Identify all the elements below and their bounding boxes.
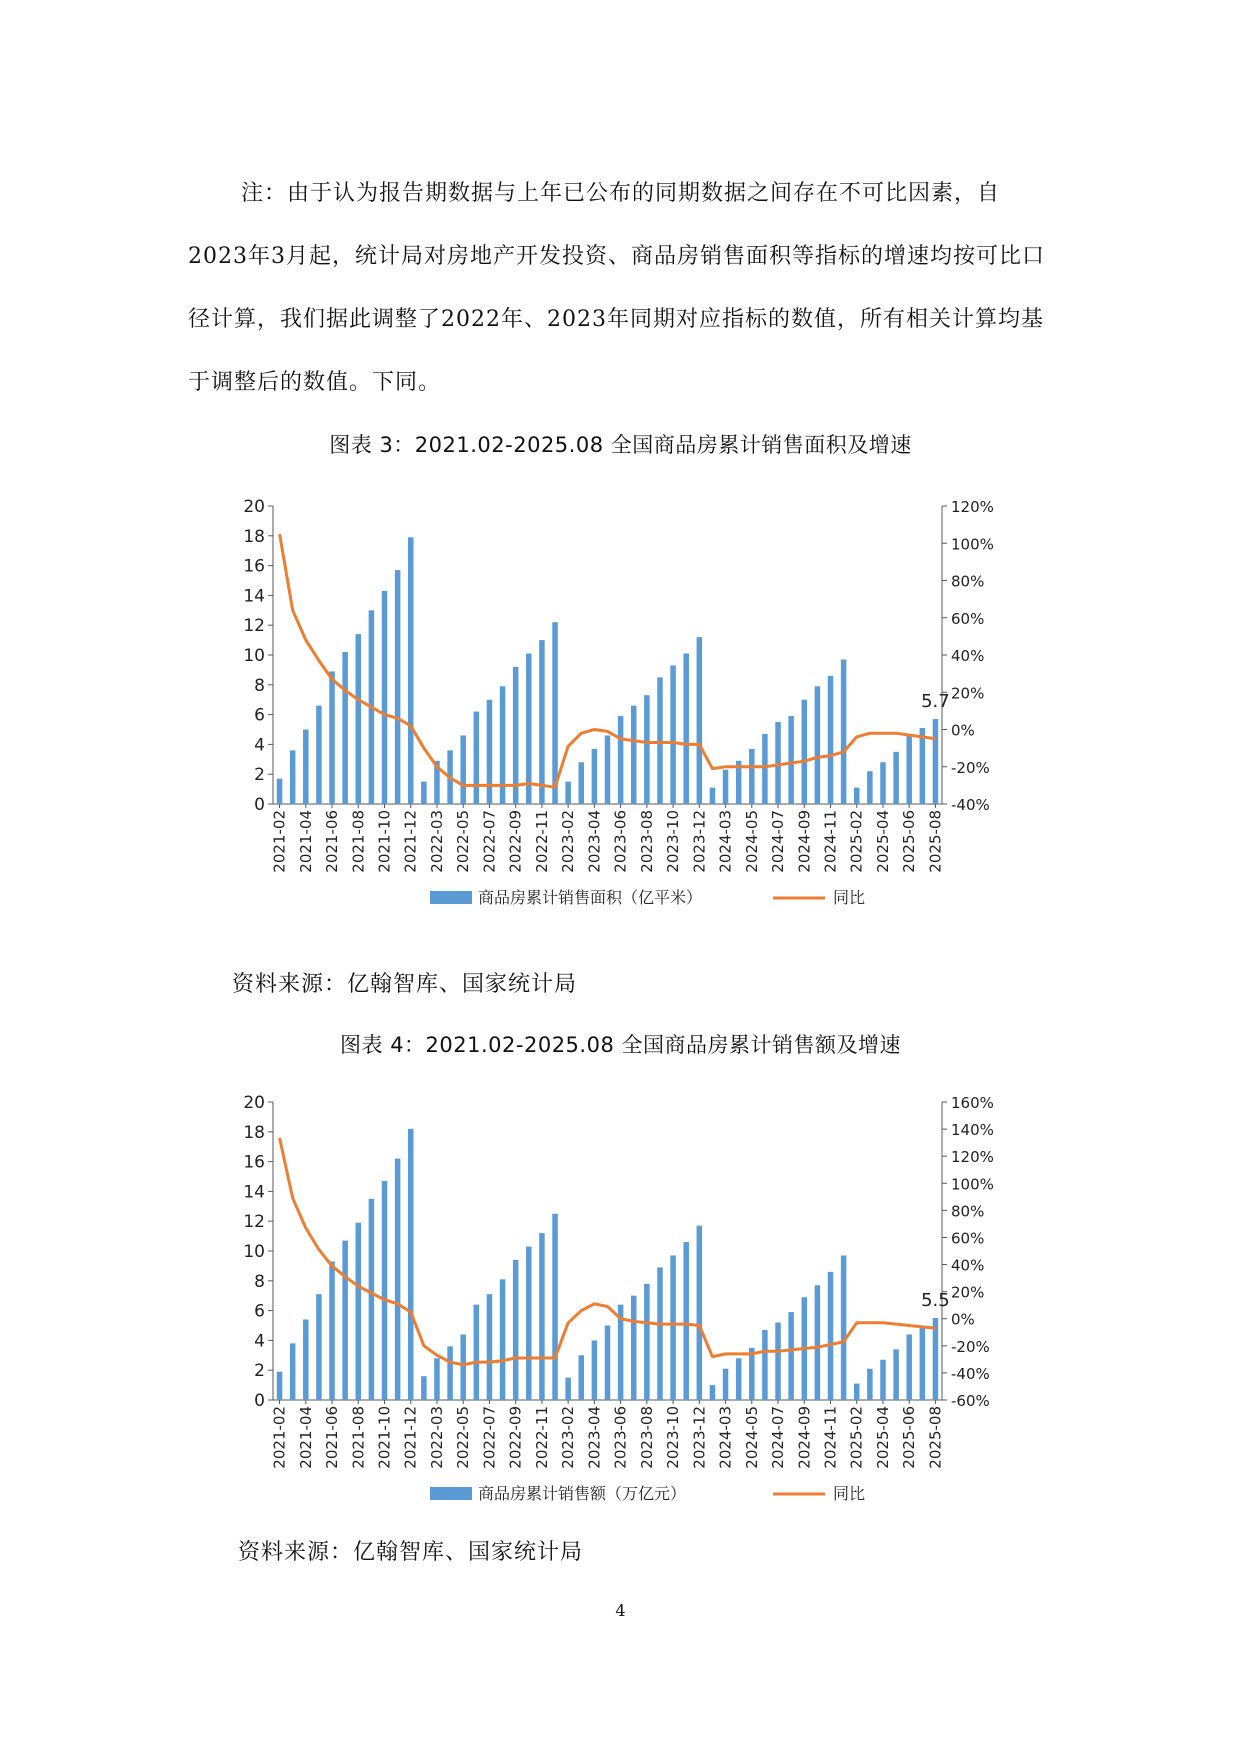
x-tick-label: 2023-02	[559, 810, 578, 873]
bar	[749, 749, 755, 804]
right-tick-label: 0%	[951, 1310, 975, 1329]
bar	[316, 706, 322, 804]
x-tick-label: 2021-02	[270, 1406, 289, 1469]
bar	[828, 676, 834, 804]
x-tick-label: 2022-05	[454, 810, 473, 873]
left-tick-label: 20	[243, 1093, 265, 1113]
bar	[447, 1346, 453, 1400]
legend-bar-label: 商品房累计销售面积（亿平米）	[478, 888, 703, 907]
x-tick-label: 2021-04	[296, 810, 315, 873]
bar	[356, 1223, 362, 1400]
right-tick-label: 140%	[951, 1121, 994, 1140]
x-tick-label: 2021-10	[375, 810, 394, 873]
x-tick-label: 2025-06	[900, 810, 919, 873]
bar	[815, 1285, 821, 1400]
right-tick-label: 0%	[951, 721, 975, 740]
figure-3-source: 资料来源：亿翰智库、国家统计局	[232, 972, 578, 997]
figure-3-title: 图表 3：2021.02-2025.08 全国商品房累计销售面积及增速	[329, 433, 912, 457]
x-tick-label: 2025-02	[847, 810, 866, 873]
bar	[290, 1343, 296, 1400]
x-tick-label: 2022-05	[454, 1406, 473, 1469]
x-tick-label: 2024-03	[716, 1406, 735, 1469]
bar	[579, 762, 585, 804]
bar	[880, 762, 886, 804]
bar	[802, 700, 808, 804]
right-tick-label: 40%	[951, 1256, 985, 1275]
left-tick-label: 2	[254, 765, 265, 786]
bar	[670, 1255, 676, 1400]
x-tick-label: 2023-04	[585, 810, 604, 873]
bar	[395, 570, 401, 804]
bar	[906, 735, 912, 804]
bar	[867, 1369, 873, 1400]
bar	[893, 752, 899, 804]
bar	[605, 1326, 611, 1401]
note-text: 注：由于认为报告期数据与上年已公布的同期数据之间存在不可比因素，自2023年3月起，统计局对房地产开发投资、商品房销售面积等指标的增速均按可比口径计算，我们据此调整了2022年、2023年同期对应指标的数值，所有相关计算均基于调整后的数值。下同。	[188, 181, 1045, 395]
bar	[933, 719, 939, 804]
left-tick-label: 20	[243, 497, 265, 517]
x-tick-label: 2024-03	[716, 810, 735, 873]
bar	[329, 671, 335, 804]
bar	[775, 722, 781, 804]
x-tick-label: 2021-10	[375, 1406, 394, 1469]
bar	[683, 654, 689, 804]
left-tick-label: 10	[243, 1242, 265, 1262]
bar	[460, 1334, 466, 1400]
x-tick-label: 2025-04	[873, 810, 892, 873]
right-tick-label: 120%	[951, 498, 994, 516]
right-tick-label: 80%	[951, 1202, 985, 1221]
bar	[815, 686, 821, 804]
x-tick-label: 2023-08	[637, 1406, 656, 1469]
x-tick-label: 2021-12	[401, 810, 420, 873]
bar	[631, 706, 637, 804]
bar	[775, 1323, 781, 1400]
bar	[526, 654, 532, 804]
bar	[526, 1247, 532, 1400]
bar	[552, 1214, 558, 1400]
right-tick-label: 20%	[951, 1283, 985, 1302]
x-tick-label: 2023-02	[559, 1406, 578, 1469]
right-tick-label: 100%	[951, 1175, 994, 1194]
right-tick-label: 80%	[951, 572, 985, 591]
bar	[920, 728, 926, 804]
bar	[500, 1279, 506, 1400]
bar	[474, 712, 480, 804]
figure-4-source: 资料来源：亿翰智库、国家统计局	[238, 1540, 584, 1565]
x-tick-label: 2023-10	[664, 810, 683, 873]
x-tick-label: 2023-08	[637, 810, 656, 873]
bar	[762, 1330, 768, 1400]
bar	[356, 634, 362, 804]
bar	[788, 1312, 794, 1400]
bar	[342, 652, 348, 804]
bar	[854, 788, 860, 804]
x-tick-label: 2024-05	[742, 1406, 761, 1469]
right-tick-label: -40%	[951, 1364, 990, 1383]
x-tick-label: 2024-07	[769, 810, 788, 873]
x-tick-label: 2021-08	[349, 810, 368, 873]
left-tick-label: 16	[243, 556, 265, 577]
bar	[670, 665, 676, 804]
bar	[788, 716, 794, 804]
left-tick-label: 14	[243, 1182, 265, 1203]
bar	[513, 667, 519, 804]
bar	[539, 640, 545, 804]
bar	[579, 1355, 585, 1400]
bar	[762, 734, 768, 804]
bar	[487, 700, 493, 804]
bar	[408, 537, 414, 804]
legend-bar-swatch	[430, 1487, 472, 1500]
bar	[920, 1327, 926, 1400]
x-tick-label: 2022-03	[427, 810, 446, 873]
bar	[906, 1334, 912, 1400]
bar	[592, 1340, 598, 1400]
right-tick-label: 120%	[951, 1148, 994, 1167]
x-tick-label: 2024-09	[795, 810, 814, 873]
right-tick-label: 60%	[951, 609, 985, 628]
bar	[683, 1242, 689, 1400]
data-label: 5.5	[921, 1290, 950, 1312]
left-tick-label: 10	[243, 646, 265, 666]
x-tick-label: 2022-09	[506, 810, 525, 873]
bar	[644, 1284, 650, 1400]
right-tick-label: 20%	[951, 684, 985, 703]
bar	[631, 1296, 637, 1400]
bar	[316, 1294, 322, 1400]
x-tick-label: 2022-11	[532, 810, 551, 873]
bar	[710, 1385, 716, 1400]
bar	[697, 1226, 703, 1400]
data-label: 5.7	[921, 691, 950, 713]
bar	[434, 1358, 440, 1400]
left-tick-label: 12	[243, 616, 265, 637]
bar	[395, 1159, 401, 1400]
left-tick-label: 8	[254, 675, 265, 696]
legend-bar-label: 商品房累计销售额（万亿元）	[478, 1484, 687, 1503]
bar	[710, 788, 716, 804]
bar	[592, 749, 598, 804]
legend-bar-swatch	[430, 891, 472, 904]
right-tick-label: 100%	[951, 535, 994, 554]
bar	[369, 1199, 375, 1400]
x-tick-label: 2023-12	[690, 810, 709, 873]
x-tick-label: 2021-04	[296, 1406, 315, 1469]
left-tick-label: 0	[254, 795, 265, 815]
bar	[421, 1376, 427, 1400]
x-tick-label: 2025-04	[873, 1406, 892, 1469]
x-tick-label: 2025-02	[847, 1406, 866, 1469]
x-tick-label: 2023-06	[611, 1406, 630, 1469]
bar	[723, 770, 729, 804]
x-tick-label: 2023-04	[585, 1406, 604, 1469]
left-tick-label: 6	[254, 1301, 265, 1322]
bar	[565, 782, 571, 804]
bar	[854, 1384, 860, 1400]
x-tick-label: 2023-12	[690, 1406, 709, 1469]
bar	[657, 1267, 663, 1400]
bar	[618, 716, 624, 804]
bar	[303, 730, 309, 805]
bar	[408, 1129, 414, 1400]
right-tick-label: 40%	[951, 647, 985, 665]
bar	[736, 1358, 742, 1400]
x-tick-label: 2025-08	[926, 1406, 945, 1469]
legend-line-label: 同比	[833, 1484, 866, 1503]
bar	[644, 695, 650, 804]
x-tick-label: 2022-07	[480, 1406, 499, 1469]
bar	[841, 659, 847, 804]
x-tick-label: 2021-06	[323, 810, 342, 873]
bar	[474, 1305, 480, 1400]
left-tick-label: 18	[243, 526, 265, 547]
note-paragraph	[188, 162, 1056, 414]
bar	[697, 637, 703, 804]
bar	[382, 1181, 388, 1400]
left-tick-label: 4	[254, 1331, 265, 1352]
bar	[303, 1320, 309, 1400]
x-tick-label: 2024-05	[742, 810, 761, 873]
bar	[933, 1318, 939, 1400]
right-tick-label: -40%	[951, 796, 990, 814]
bar	[828, 1272, 834, 1400]
right-tick-label: -60%	[951, 1392, 990, 1410]
x-tick-label: 2024-11	[821, 1406, 840, 1469]
left-tick-label: 16	[243, 1152, 265, 1173]
bar	[841, 1255, 847, 1400]
bar	[749, 1348, 755, 1400]
left-tick-label: 8	[254, 1271, 265, 1292]
x-tick-label: 2023-10	[664, 1406, 683, 1469]
bar	[880, 1360, 886, 1400]
x-tick-label: 2024-09	[795, 1406, 814, 1469]
chart-sales-amount	[225, 1082, 1025, 1522]
bar	[421, 782, 427, 804]
left-tick-label: 4	[254, 735, 265, 756]
bar	[342, 1241, 348, 1400]
bar	[382, 591, 388, 804]
bar	[867, 771, 873, 804]
x-tick-label: 2024-07	[769, 1406, 788, 1469]
x-tick-label: 2024-11	[821, 810, 840, 873]
x-tick-label: 2023-06	[611, 810, 630, 873]
bar	[277, 1372, 283, 1400]
bar	[565, 1378, 571, 1400]
x-tick-label: 2021-08	[349, 1406, 368, 1469]
x-tick-label: 2025-06	[900, 1406, 919, 1469]
chart-sales-area	[225, 486, 1025, 926]
left-tick-label: 6	[254, 705, 265, 726]
x-tick-label: 2021-12	[401, 1406, 420, 1469]
x-tick-label: 2021-06	[323, 1406, 342, 1469]
right-tick-label: -20%	[951, 758, 990, 777]
figure-4-title: 图表 4：2021.02-2025.08 全国商品房累计销售额及增速	[340, 1033, 901, 1057]
bar	[460, 735, 466, 804]
right-tick-label: 160%	[951, 1094, 994, 1112]
left-tick-label: 14	[243, 586, 265, 607]
bar	[657, 677, 663, 804]
page-number: 4	[615, 1601, 626, 1620]
left-tick-label: 2	[254, 1361, 265, 1382]
x-tick-label: 2022-09	[506, 1406, 525, 1469]
bar	[539, 1233, 545, 1400]
right-tick-label: 60%	[951, 1229, 985, 1248]
bar	[605, 735, 611, 804]
bar	[290, 750, 296, 804]
x-tick-label: 2021-02	[270, 810, 289, 873]
bar	[487, 1294, 493, 1400]
x-tick-label: 2025-08	[926, 810, 945, 873]
legend-line-label: 同比	[833, 888, 866, 907]
x-tick-label: 2022-07	[480, 810, 499, 873]
left-tick-label: 12	[243, 1212, 265, 1233]
bar	[277, 779, 283, 804]
bar	[513, 1260, 519, 1400]
x-tick-label: 2022-11	[532, 1406, 551, 1469]
x-tick-label: 2022-03	[427, 1406, 446, 1469]
bar	[329, 1261, 335, 1400]
bar	[723, 1369, 729, 1400]
left-tick-label: 0	[254, 1391, 265, 1411]
right-tick-label: -20%	[951, 1337, 990, 1356]
left-tick-label: 18	[243, 1122, 265, 1143]
bar	[893, 1349, 899, 1400]
